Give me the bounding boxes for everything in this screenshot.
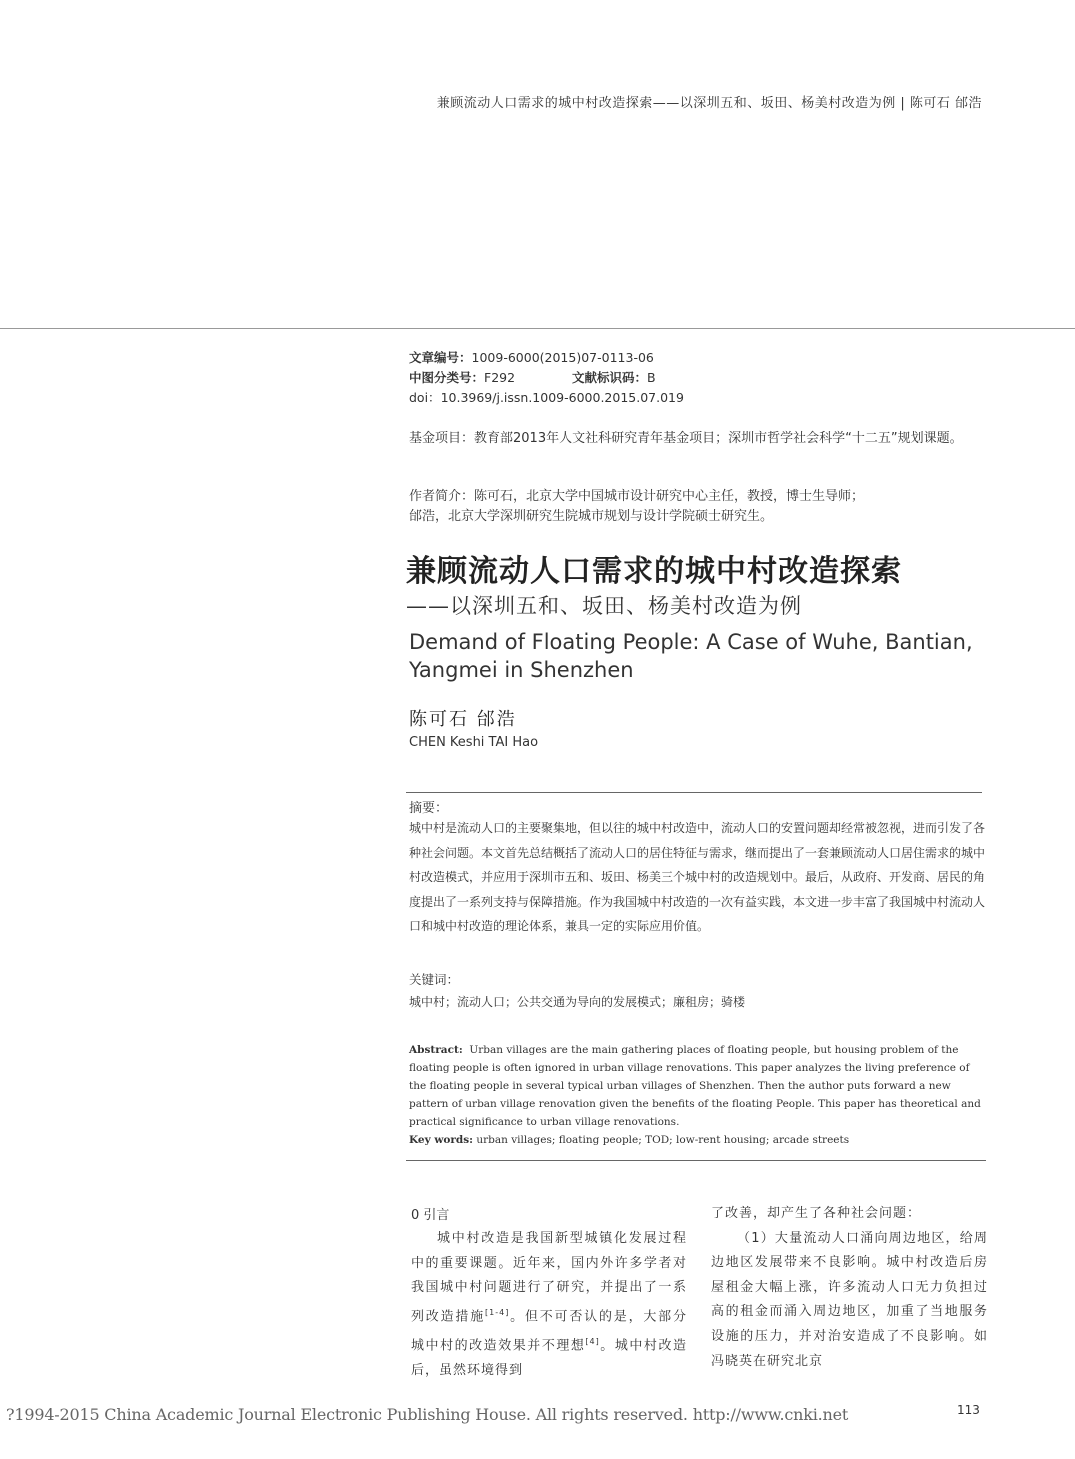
clc-number xyxy=(409,368,515,388)
authors-english: CHEN Keshi TAI Hao xyxy=(409,735,539,750)
body-right-paragraph: （1）大量流动人口涌向周边地区，给周边地区发展带来不良影响。城中村改造后房屋租金大幅上涨，许多流动人口无力负担过高的租金而涌入周边地区，加重了当地服务设施的压力，并对治安造成了不良影响。如冯晓英在研究北京 xyxy=(711,1230,988,1369)
fund-info xyxy=(409,428,983,449)
author-intro-line2: 邰浩，北京大学深圳研究生院城市规划与设计学院硕士研究生。 xyxy=(409,509,774,524)
running-header: 兼顾流动人口需求的城中村改造探索——以深圳五和、坂田、杨美村改造为例 | 陈可石 邰浩 xyxy=(436,96,982,111)
abstract-cn-text: 城中村是流动人口的主要聚集地，但以往的城中村改造中，流动人口的安置问题却经常被忽视，进而引发了各种社会问题。本文首先总结概括了流动人口的居住特征与需求，继而提出了一套兼顾流动人口居住需求的城中村改造模式，并应用于深圳市五和、坂田、杨美三个城中村的改造规划中。最后，从政府、开发商、居民的角度提出了一系列支持与保障措施。作为我国城中村改造的一次有益实践，本文进一步丰富了我国城中村流动人口和城中村改造的理论体系，兼具一定的实际应用价值。 xyxy=(409,821,986,933)
document-code-value: B xyxy=(647,370,656,385)
abstract-en-text: Urban villages are the main gathering places of floating people, but housing problem of the floating people is often ignored in urban village renovations. This paper analyzes the living preference of the floating people in several typical urban villages of Shenzhen. Then the author puts forward a new pattern of urban village renovation given the benefits of the floating People. This paper has theoretical and practical significance to urban village renovations. xyxy=(409,1044,981,1128)
title-chinese: 兼顾流动人口需求的城中村改造探索 xyxy=(406,554,902,589)
subtitle-chinese: ——以深圳五和、坂田、杨美村改造为例 xyxy=(406,594,802,618)
keywords-en-text: urban villages; floating people; TOD; low-rent housing; arcade streets xyxy=(476,1134,850,1146)
authors-chinese: 陈可石 邰浩 xyxy=(409,709,517,730)
header-rule xyxy=(0,328,1075,329)
abstract-cn-label: 摘要： xyxy=(409,801,449,816)
fund-text: 教育部2013年人文社科研究青年基金项目；深圳市哲学社会科学“十二五”规划课题。 xyxy=(474,431,963,446)
citation-4[interactable]: [4] xyxy=(585,1336,600,1346)
citation-1-4[interactable]: [1-4] xyxy=(485,1307,510,1317)
body-right-continuation: 了改善，却产生了各种社会问题： xyxy=(711,1206,922,1221)
title-english: Demand of Floating People: A Case of Wuhe, Bantian, Yangmei in Shenzhen xyxy=(409,630,973,682)
fund-label: 基金项目： xyxy=(409,431,475,446)
doi-label: doi： xyxy=(409,390,441,405)
article-number xyxy=(409,348,654,368)
doi xyxy=(409,388,684,408)
keywords-cn-text: 城中村；流动人口；公共交通为导向的发展模式；廉租房；骑楼 xyxy=(409,995,746,1009)
author-intro-label: 作者简介： xyxy=(409,489,475,504)
keywords-rule xyxy=(406,1160,986,1161)
author-intro-line1: 陈可石，北京大学中国城市设计研究中心主任，教授，博士生导师； xyxy=(474,489,865,504)
abstract-en-label: Abstract: xyxy=(409,1044,463,1056)
document-code-label: 文献标识码： xyxy=(572,370,648,385)
body-left-text-c: 。城中村改造后，虽然环境得到 xyxy=(411,1338,687,1378)
body-column-left xyxy=(411,1227,687,1383)
abstract-rule xyxy=(406,792,982,793)
clc-label: 中图分类号： xyxy=(409,370,485,385)
keywords-cn-label: 关键词： xyxy=(409,972,460,987)
abstract-english xyxy=(409,1041,985,1149)
article-number-value: 1009-6000(2015)07-0113-06 xyxy=(471,350,654,365)
author-intro xyxy=(409,487,983,527)
body-left-text-b: 。但不可否认的是，大部分城中村的改造效果并不理想 xyxy=(411,1309,687,1354)
body-left-text-a: 城中村改造是我国新型城镇化发展过程中的重要课题。近年来，国内外许多学者对我国城中村问题进行了研究，并提出了一系列改造措施 xyxy=(411,1231,687,1325)
section-heading-intro: 0 引言 xyxy=(411,1208,450,1223)
keywords-en-label: Key words: xyxy=(409,1134,474,1146)
copyright-footer: ?1994-2015 China Academic Journal Electronic Publishing House. All rights reserved. http://www.cnki.net xyxy=(6,1405,849,1424)
page-number: 113 xyxy=(957,1403,980,1417)
doi-value: 10.3969/j.issn.1009-6000.2015.07.019 xyxy=(440,390,684,405)
clc-value: F292 xyxy=(484,370,516,385)
document-code xyxy=(572,368,656,388)
body-column-right xyxy=(711,1202,988,1374)
article-number-label: 文章编号： xyxy=(409,350,472,365)
